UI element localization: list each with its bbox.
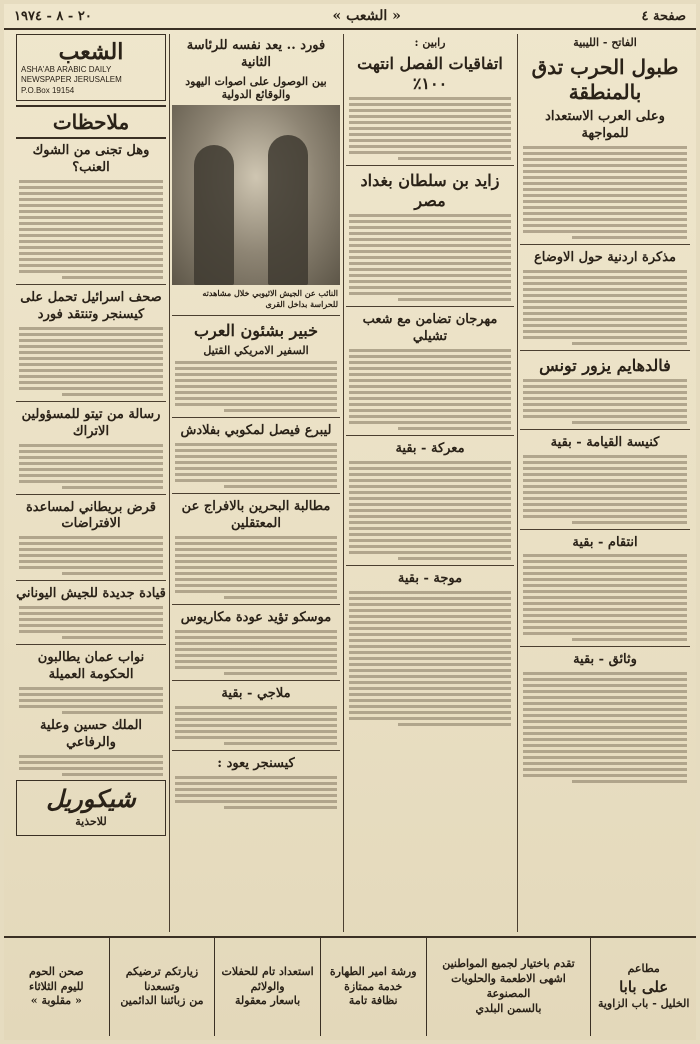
masthead [4,4,696,30]
article-body [523,554,687,641]
photo-figure [194,145,234,285]
ad-cell [109,938,215,1036]
article-body [175,630,337,675]
ad-line: تقدم باختيار لجميع المواطنين [442,957,575,971]
ad-line: نظافة تامة [348,994,398,1008]
article-body [175,776,337,809]
column-4 [16,34,166,932]
ad-line: اشهى الاطعمة والحلويات المصنوعة [451,972,566,1000]
article-headline: فالدهايم يزور تونس [539,355,671,375]
separator [520,244,690,245]
article-headline: اتفاقيات الفصل انتهت ١٠٠٪ [357,54,503,93]
ad-line: والولائم [250,979,285,993]
article-headline: صحف اسرائيل تحمل على كيسنجر وتنتقد فورد [20,289,162,322]
article-headline: قيادة جديدة للجيش اليوناني [16,586,166,602]
separator [520,429,690,430]
article-headline: كنيسة القيامة - بقية [550,434,660,450]
ad-cell [214,938,320,1036]
separator [520,646,690,647]
column-rule [169,34,170,932]
article-body [349,349,511,430]
article-headline: رسالة من تيتو للمسؤولين الاتراك [21,406,161,439]
article-body [19,536,163,575]
ad-line: استعداد تام للحفلات [221,964,314,978]
article-headline: خبير بشئون العرب [193,321,318,341]
separator [16,284,166,285]
photo-figure [268,135,308,285]
separator [346,435,514,436]
article-body [175,706,337,745]
separator [16,494,166,495]
article-body [19,444,163,489]
separator [172,417,340,418]
ad-line: من زبائننا الدائمين [120,994,204,1008]
separator [520,529,690,530]
article-headline: موجة - بقية [397,570,463,586]
article-body [349,97,511,160]
article-subhead: السفير الامريكي القتيل [203,344,309,358]
article-body [175,361,337,412]
article-headline: وهل تجنى من الشوك العنب؟ [32,143,150,176]
article-body [349,214,511,301]
article-body [523,379,687,424]
ad-subtitle: للاحذية [75,814,107,828]
separator [16,401,166,402]
separator [520,350,690,351]
ad-line: ورشة امير الطهارة [329,964,417,978]
ad-line: « مقلوبة » [30,994,82,1008]
article-headline: قرض بريطاني لمساعدة الافتراضات [25,499,157,532]
ad-line: خدمة ممتازة [344,979,403,993]
article-headline: زايد بن سلطان بغداد مصر [360,171,500,210]
article-headline: كيسنجر يعود : [217,755,295,771]
separator [16,644,166,645]
photo-caption: النائب عن الجيش الاثيوبي خلال مشاهدته للحراسة بداخل القرى [202,287,338,309]
article-body [523,146,687,239]
ad-cell [4,938,109,1036]
ad-line: زيارتكم ترضيكم [125,964,199,978]
ad-line: على بابا [619,977,669,996]
article-headline: الملك حسين وعلية والرفاعي [39,717,143,750]
separator [346,565,514,566]
po-box: P.O.Box 19154 [21,85,75,95]
column-title: ملاحظات [16,105,166,139]
article-body [523,270,687,345]
issue-date: ٢٠ - ٨ - ١٩٧٤ [14,8,92,24]
article-headline: مهرجان تضامن مع شعب تشيلي [362,312,498,344]
separator [346,306,514,307]
ad-cell [426,938,591,1036]
column-rule [343,34,344,932]
ad-line: لليوم الثلاثاء [29,979,84,993]
article-headline: مطالبة البحرين بالافراج عن المعتقلين [181,499,331,531]
article-body [349,461,511,560]
column-rule [517,34,518,932]
column-2 [346,34,514,932]
article-body [349,591,511,726]
separator [172,680,340,681]
article-body [175,536,337,599]
kicker: الفاتح - الليبية [573,36,637,49]
article-headline: وثائق - بقية [573,652,637,668]
article-body [523,455,687,524]
separator [172,604,340,605]
separator [172,493,340,494]
article-headline: ملاجي - بقية [221,685,291,701]
article-headline: موسكو تؤيد عودة مكاريوس [180,609,332,625]
article-body [19,687,163,714]
ad-cell [590,938,696,1036]
separator [346,165,514,166]
article-headline: فورد .. يعد نفسه للرئاسة الثانية [186,38,326,70]
article-body [523,672,687,783]
column-1 [520,34,690,932]
shoe-ad [16,780,166,836]
article-headline: انتقام - بقية [572,534,638,550]
logo-english: ASHA'AB ARABIC DAILY NEWSPAPER JERUSALEM [21,65,122,85]
newspaper-logo: الشعب [58,39,124,65]
article-body [19,606,163,639]
newspaper-page [4,4,696,1040]
page-label: صفحة ٤ [641,8,686,24]
ad-cell [320,938,426,1036]
news-photo [172,105,340,285]
newspaper-logo-box [16,34,166,101]
ad-line: صحن الحوم [28,964,84,978]
ad-banner [4,936,696,1036]
article-body [19,755,163,776]
article-body [175,443,337,488]
ad-line: بالسمن البلدي [475,1001,542,1015]
separator [172,315,340,316]
article-headline: ليبرع فيصل لمكوبي بفلادش [180,423,332,439]
lead-subhead: وعلى العرب الاستعداد للمواجهة [545,109,665,141]
separator [172,750,340,751]
article-body [19,180,163,279]
article-body [19,327,163,396]
paper-name: « الشعب » [332,8,401,24]
article-headline: نواب عمان يطالبون الحكومة العميلة [37,650,145,683]
ad-line: باسعار معقولة [235,994,301,1008]
ad-brand: شيكوريل [46,783,136,813]
ad-line: مطاعم [627,962,660,976]
article-headline: مذكرة اردنية حول الاوضاع [534,249,676,265]
article-headline: معركة - بقية [395,440,465,456]
column-3 [172,34,340,932]
ad-line: وتسعدنا [144,979,180,993]
ad-line: الخليل - باب الزاوية [597,997,690,1011]
article-subhead: بين الوصول على اصوات اليهود والوقائع الدولية [185,74,327,101]
kicker: رابين : [414,36,446,49]
separator [16,580,166,581]
lead-headline: طبول الحرب تدق بالمنطقة [531,55,679,104]
